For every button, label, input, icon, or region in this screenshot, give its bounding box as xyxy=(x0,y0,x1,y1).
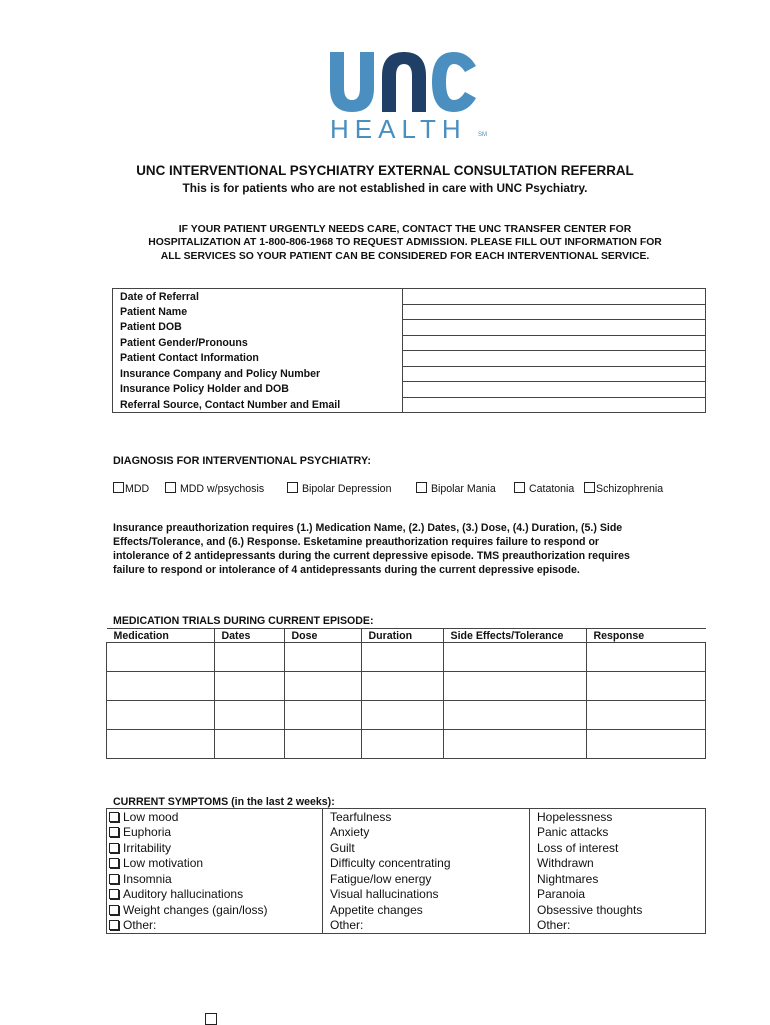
checkbox[interactable] xyxy=(109,905,119,915)
symptom-label: Fatigue/low energy xyxy=(323,871,530,887)
info-row xyxy=(113,320,706,336)
option-label: Bipolar Depression xyxy=(301,483,392,495)
column-header: Dates xyxy=(214,629,284,643)
insurance-company-field[interactable] xyxy=(403,366,706,382)
side-effects-cell[interactable] xyxy=(443,643,586,672)
option-label: Schizophrenia xyxy=(596,483,664,495)
symptom-label: Appetite changes xyxy=(323,902,530,918)
policy-holder-field[interactable] xyxy=(403,382,706,398)
symptom-option[interactable] xyxy=(107,902,323,918)
info-label: Insurance Company and Policy Number xyxy=(113,366,403,382)
duration-cell[interactable] xyxy=(361,701,443,730)
medication-row xyxy=(107,730,706,759)
page-title: UNC INTERVENTIONAL PSYCHIATRY EXTERNAL CONSULTATION REFERRAL xyxy=(136,163,634,178)
symptom-label: Withdrawn xyxy=(530,856,706,872)
urgent-line: ALL SERVICES SO YOUR PATIENT CAN BE CONSIDERED FOR EACH INTERVENTIONAL SERVICE. xyxy=(160,250,650,262)
symptom-label: Obsessive thoughts xyxy=(530,902,706,918)
symptom-label: Nightmares xyxy=(530,871,706,887)
option-label: MDD w/psychosis xyxy=(179,483,265,495)
side-effects-cell[interactable] xyxy=(443,672,586,701)
dose-cell[interactable] xyxy=(284,730,361,759)
checkbox[interactable] xyxy=(109,874,119,884)
page-subtitle: This is for patients who are not established in care with UNC Psychiatry. xyxy=(182,181,588,195)
urgent-notice xyxy=(110,223,700,263)
column-header: Response xyxy=(586,629,706,643)
insurance-line: Effects/Tolerance, and (6.) Response. Esketamine preauthorization requires failure to respond or xyxy=(113,536,600,548)
symptom-row xyxy=(107,902,706,918)
symptom-label: Other: xyxy=(323,918,530,934)
checkbox[interactable] xyxy=(109,843,119,853)
symptom-option[interactable] xyxy=(107,809,323,825)
dates-cell[interactable] xyxy=(214,730,284,759)
symptom-row xyxy=(107,856,706,872)
symptoms-table xyxy=(106,808,706,934)
dates-cell[interactable] xyxy=(214,701,284,730)
diagnosis-option-mdd[interactable] xyxy=(113,482,149,495)
checkbox[interactable] xyxy=(109,920,119,930)
symptom-option[interactable] xyxy=(107,840,323,856)
symptom-label: Visual hallucinations xyxy=(323,887,530,903)
diagnosis-option-bipolar-depression[interactable] xyxy=(287,482,391,495)
diagnosis-heading: DIAGNOSIS FOR INTERVENTIONAL PSYCHIATRY: xyxy=(113,455,371,467)
patient-info-table xyxy=(112,288,706,413)
date-of-referral-field[interactable] xyxy=(403,289,706,305)
column-header: Side Effects/Tolerance xyxy=(443,629,586,643)
response-cell[interactable] xyxy=(586,672,706,701)
symptom-label: Hopelessness xyxy=(530,809,706,825)
symptom-row xyxy=(107,887,706,903)
symptom-label: Insomnia xyxy=(123,871,172,886)
checkbox[interactable] xyxy=(113,482,124,493)
info-label: Insurance Policy Holder and DOB xyxy=(113,382,403,398)
column-header: Dose xyxy=(284,629,361,643)
symptom-label: Paranoia xyxy=(530,887,706,903)
symptom-label: Panic attacks xyxy=(530,825,706,841)
response-cell[interactable] xyxy=(586,730,706,759)
info-label: Patient DOB xyxy=(113,320,403,336)
dates-cell[interactable] xyxy=(214,643,284,672)
medication-row xyxy=(107,672,706,701)
dose-cell[interactable] xyxy=(284,672,361,701)
info-row xyxy=(113,304,706,320)
info-row xyxy=(113,351,706,367)
insurance-line: intolerance of 2 antidepressants during the current depressive episode. TMS preauthorization requires xyxy=(113,550,630,562)
dose-cell[interactable] xyxy=(284,701,361,730)
response-cell[interactable] xyxy=(586,643,706,672)
diagnosis-option-schizophrenia[interactable] xyxy=(584,482,663,495)
diagnosis-option-bipolar-mania[interactable] xyxy=(416,482,496,495)
medication-table xyxy=(106,628,706,759)
medication-cell[interactable] xyxy=(107,701,215,730)
symptom-row xyxy=(107,809,706,825)
urgent-line: IF YOUR PATIENT URGENTLY NEEDS CARE, CONTACT THE UNC TRANSFER CENTER FOR xyxy=(178,224,632,235)
symptom-label: Weight changes (gain/loss) xyxy=(123,902,268,917)
checkbox[interactable] xyxy=(416,482,427,493)
symptom-label: Euphoria xyxy=(123,825,172,840)
symptom-label: Other: xyxy=(530,918,706,934)
unc-logo-letters xyxy=(326,50,478,114)
info-row xyxy=(113,289,706,305)
duration-cell[interactable] xyxy=(361,643,443,672)
side-effects-cell[interactable] xyxy=(443,730,586,759)
insurance-line: failure to respond or intolerance of 4 antidepressants during the current depressive episode. xyxy=(113,564,580,576)
checkbox[interactable] xyxy=(287,482,298,493)
patient-dob-field[interactable] xyxy=(403,320,706,336)
symptom-label: Low mood xyxy=(123,809,179,824)
symptom-row xyxy=(107,825,706,841)
column-header: Duration xyxy=(361,629,443,643)
logo-service-mark: SM xyxy=(478,132,487,138)
symptom-label: Auditory hallucinations xyxy=(123,887,244,902)
checkbox[interactable] xyxy=(165,482,176,493)
medication-row xyxy=(107,701,706,730)
duration-cell[interactable] xyxy=(361,672,443,701)
dates-cell[interactable] xyxy=(214,672,284,701)
symptom-option[interactable] xyxy=(107,856,323,872)
medication-row xyxy=(107,643,706,672)
symptom-label: Guilt xyxy=(323,840,530,856)
checkbox[interactable] xyxy=(109,858,119,868)
symptom-row xyxy=(107,871,706,887)
symptom-option[interactable] xyxy=(107,825,323,841)
info-row xyxy=(113,382,706,398)
bottom-checkbox[interactable] xyxy=(205,1013,217,1025)
info-label: Patient Gender/Pronouns xyxy=(113,335,403,351)
option-label: MDD xyxy=(125,483,150,495)
symptom-label: Irritability xyxy=(123,840,172,855)
info-label: Date of Referral xyxy=(113,289,403,305)
info-label: Referral Source, Contact Number and Email xyxy=(113,397,403,413)
symptom-label: Tearfulness xyxy=(323,809,530,825)
insurance-note xyxy=(113,521,673,577)
medication-cell[interactable] xyxy=(107,643,215,672)
patient-gender-field[interactable] xyxy=(403,335,706,351)
symptom-label: Loss of interest xyxy=(530,840,706,856)
referral-source-field[interactable] xyxy=(403,397,706,413)
medication-header-row xyxy=(107,629,706,643)
symptom-row xyxy=(107,840,706,856)
symptom-row xyxy=(107,918,706,934)
option-label: Bipolar Mania xyxy=(430,483,496,495)
symptom-label: Other: xyxy=(123,918,157,933)
checkbox[interactable] xyxy=(109,889,119,899)
logo-health-word: HEALTH xyxy=(330,114,467,144)
symptom-label: Low motivation xyxy=(123,856,204,871)
medication-heading: MEDICATION TRIALS DURING CURRENT EPISODE: xyxy=(113,615,374,627)
diagnosis-option-mdd-psychosis[interactable] xyxy=(165,482,264,495)
diagnosis-option-catatonia[interactable] xyxy=(514,482,574,495)
checkbox[interactable] xyxy=(514,482,525,493)
info-row xyxy=(113,366,706,382)
info-label: Patient Name xyxy=(113,304,403,320)
medication-cell[interactable] xyxy=(107,672,215,701)
duration-cell[interactable] xyxy=(361,730,443,759)
medication-cell[interactable] xyxy=(107,730,215,759)
column-header: Medication xyxy=(107,629,215,643)
symptom-option[interactable] xyxy=(107,871,323,887)
symptom-label: Anxiety xyxy=(323,825,530,841)
symptom-label: Difficulty concentrating xyxy=(323,856,530,872)
symptom-option[interactable] xyxy=(107,887,323,903)
info-label: Patient Contact Information xyxy=(113,351,403,367)
checkbox[interactable] xyxy=(109,812,119,822)
checkbox[interactable] xyxy=(109,827,119,837)
patient-name-field[interactable] xyxy=(403,304,706,320)
side-effects-cell[interactable] xyxy=(443,701,586,730)
patient-contact-field[interactable] xyxy=(403,351,706,367)
info-row xyxy=(113,335,706,351)
checkbox[interactable] xyxy=(584,482,595,493)
info-row xyxy=(113,397,706,413)
urgent-line: HOSPITALIZATION AT 1-800-806-1968 TO REQUEST ADMISSION. PLEASE FILL OUT INFORMATION FOR xyxy=(148,237,662,249)
dose-cell[interactable] xyxy=(284,643,361,672)
symptoms-heading: CURRENT SYMPTOMS (in the last 2 weeks): xyxy=(113,796,335,808)
option-label: Catatonia xyxy=(528,483,575,495)
insurance-line: Insurance preauthorization requires (1.) Medication Name, (2.) Dates, (3.) Dose, (4.) Duration, (5.) Side xyxy=(113,522,623,534)
symptom-option[interactable] xyxy=(107,918,323,934)
response-cell[interactable] xyxy=(586,701,706,730)
